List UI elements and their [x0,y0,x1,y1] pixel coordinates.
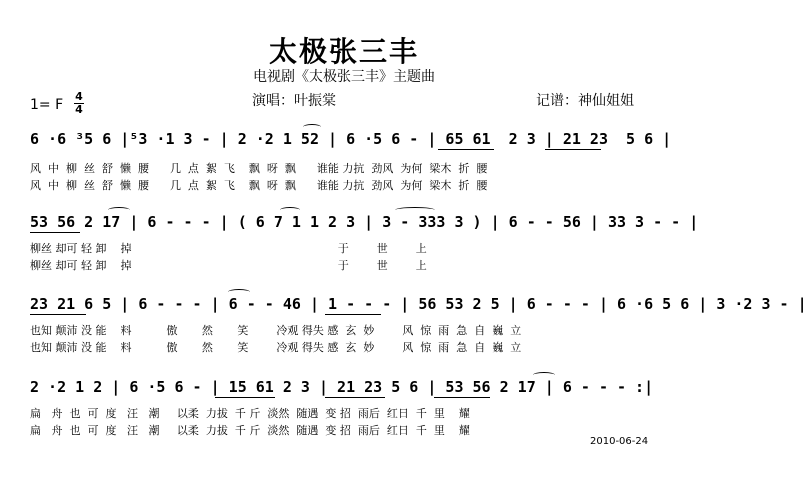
notation-row-2: 53 56 2 17 | 6 - - - | ( 6 7 1 1 2 3 | 3 - 333 3 ) | 6 - - 56 | 33 3 - - | [30,213,699,231]
lyrics-row-3b: 也知 颠沛 没 能 料 傲 然 笑 冷观 得失 感 玄 妙 风 惊 雨 急 自 巍 立 [30,341,522,354]
song-subtitle: 电视剧《太极张三丰》主题曲 [253,69,435,85]
underline-mark [545,149,601,150]
singer-credit: 演唱：叶振棠 [252,93,336,109]
slur-mark [228,289,250,295]
lyrics-row-3a: 也知 颠沛 没 能 料 傲 然 笑 冷观 得失 感 玄 妙 风 惊 雨 急 自 巍 立 [30,324,522,337]
slur-mark [303,124,321,130]
underline-mark [30,314,86,315]
time-signature [74,92,84,115]
underline-mark [30,232,80,233]
notation-row-1: 6 ·6 ³5 6 |⁵3 ·1 3 - | 2 ·2 1 52 | 6 ·5 6 - | 65 61 2 3 | 21 23 5 6 | [30,130,672,148]
lyrics-row-4a: 扁 舟 也 可 度 汪 潮 以柔 力拔 千 斤 淡然 随遇 变 招 雨后 红日 千 里 耀 [30,407,470,420]
slur-mark [533,372,555,378]
underline-mark [434,397,490,398]
time-top: 4 [75,90,83,103]
lyrics-row-4b: 扁 舟 也 可 度 汪 潮 以柔 力拔 千 斤 淡然 随遇 变 招 雨后 红日 千 里 耀 [30,424,470,437]
recorder-credit: 记谱：神仙姐姐 [536,93,634,109]
notation-row-4: 2 ·2 1 2 | 6 ·5 6 - | 15 61 2 3 | 21 23 5 6 | 53 56 2 17 | 6 - - - :| [30,378,654,396]
lyrics-row-1a: 风 中 柳 丝 舒 懒 腰 几 点 絮 飞 飘 呀 飘 谁能 力抗 劲风 为何 梁木 折 腰 [30,162,488,175]
underline-mark [438,149,494,150]
underline-mark [325,397,385,398]
date-stamp: 2010-06-24 [590,436,649,447]
notation-row-3: 23 21 6 5 | 6 - - - | 6 - - 46 | 1 - - - | 56 53 2 5 | 6 - - - | 6 ·6 5 6 | 3 ·2 3 - | [30,295,807,313]
underline-mark [215,397,275,398]
slur-mark [395,207,435,213]
lyrics-row-1b: 风 中 柳 丝 舒 懒 腰 几 点 絮 飞 飘 呀 飘 谁能 力抗 劲风 为何 梁木 折 腰 [30,179,488,192]
underline-mark [325,314,381,315]
lyrics-row-2a: 柳丝 却可 轻 卸 掉 于 世 上 [30,242,427,255]
key-signature: 1= F [30,97,64,113]
slur-mark [280,207,300,213]
song-title: 太极张三丰 [268,35,419,68]
slur-mark [108,207,130,213]
lyrics-row-2b: 柳丝 却可 轻 卸 掉 于 世 上 [30,259,427,272]
time-bottom: 4 [75,103,83,116]
